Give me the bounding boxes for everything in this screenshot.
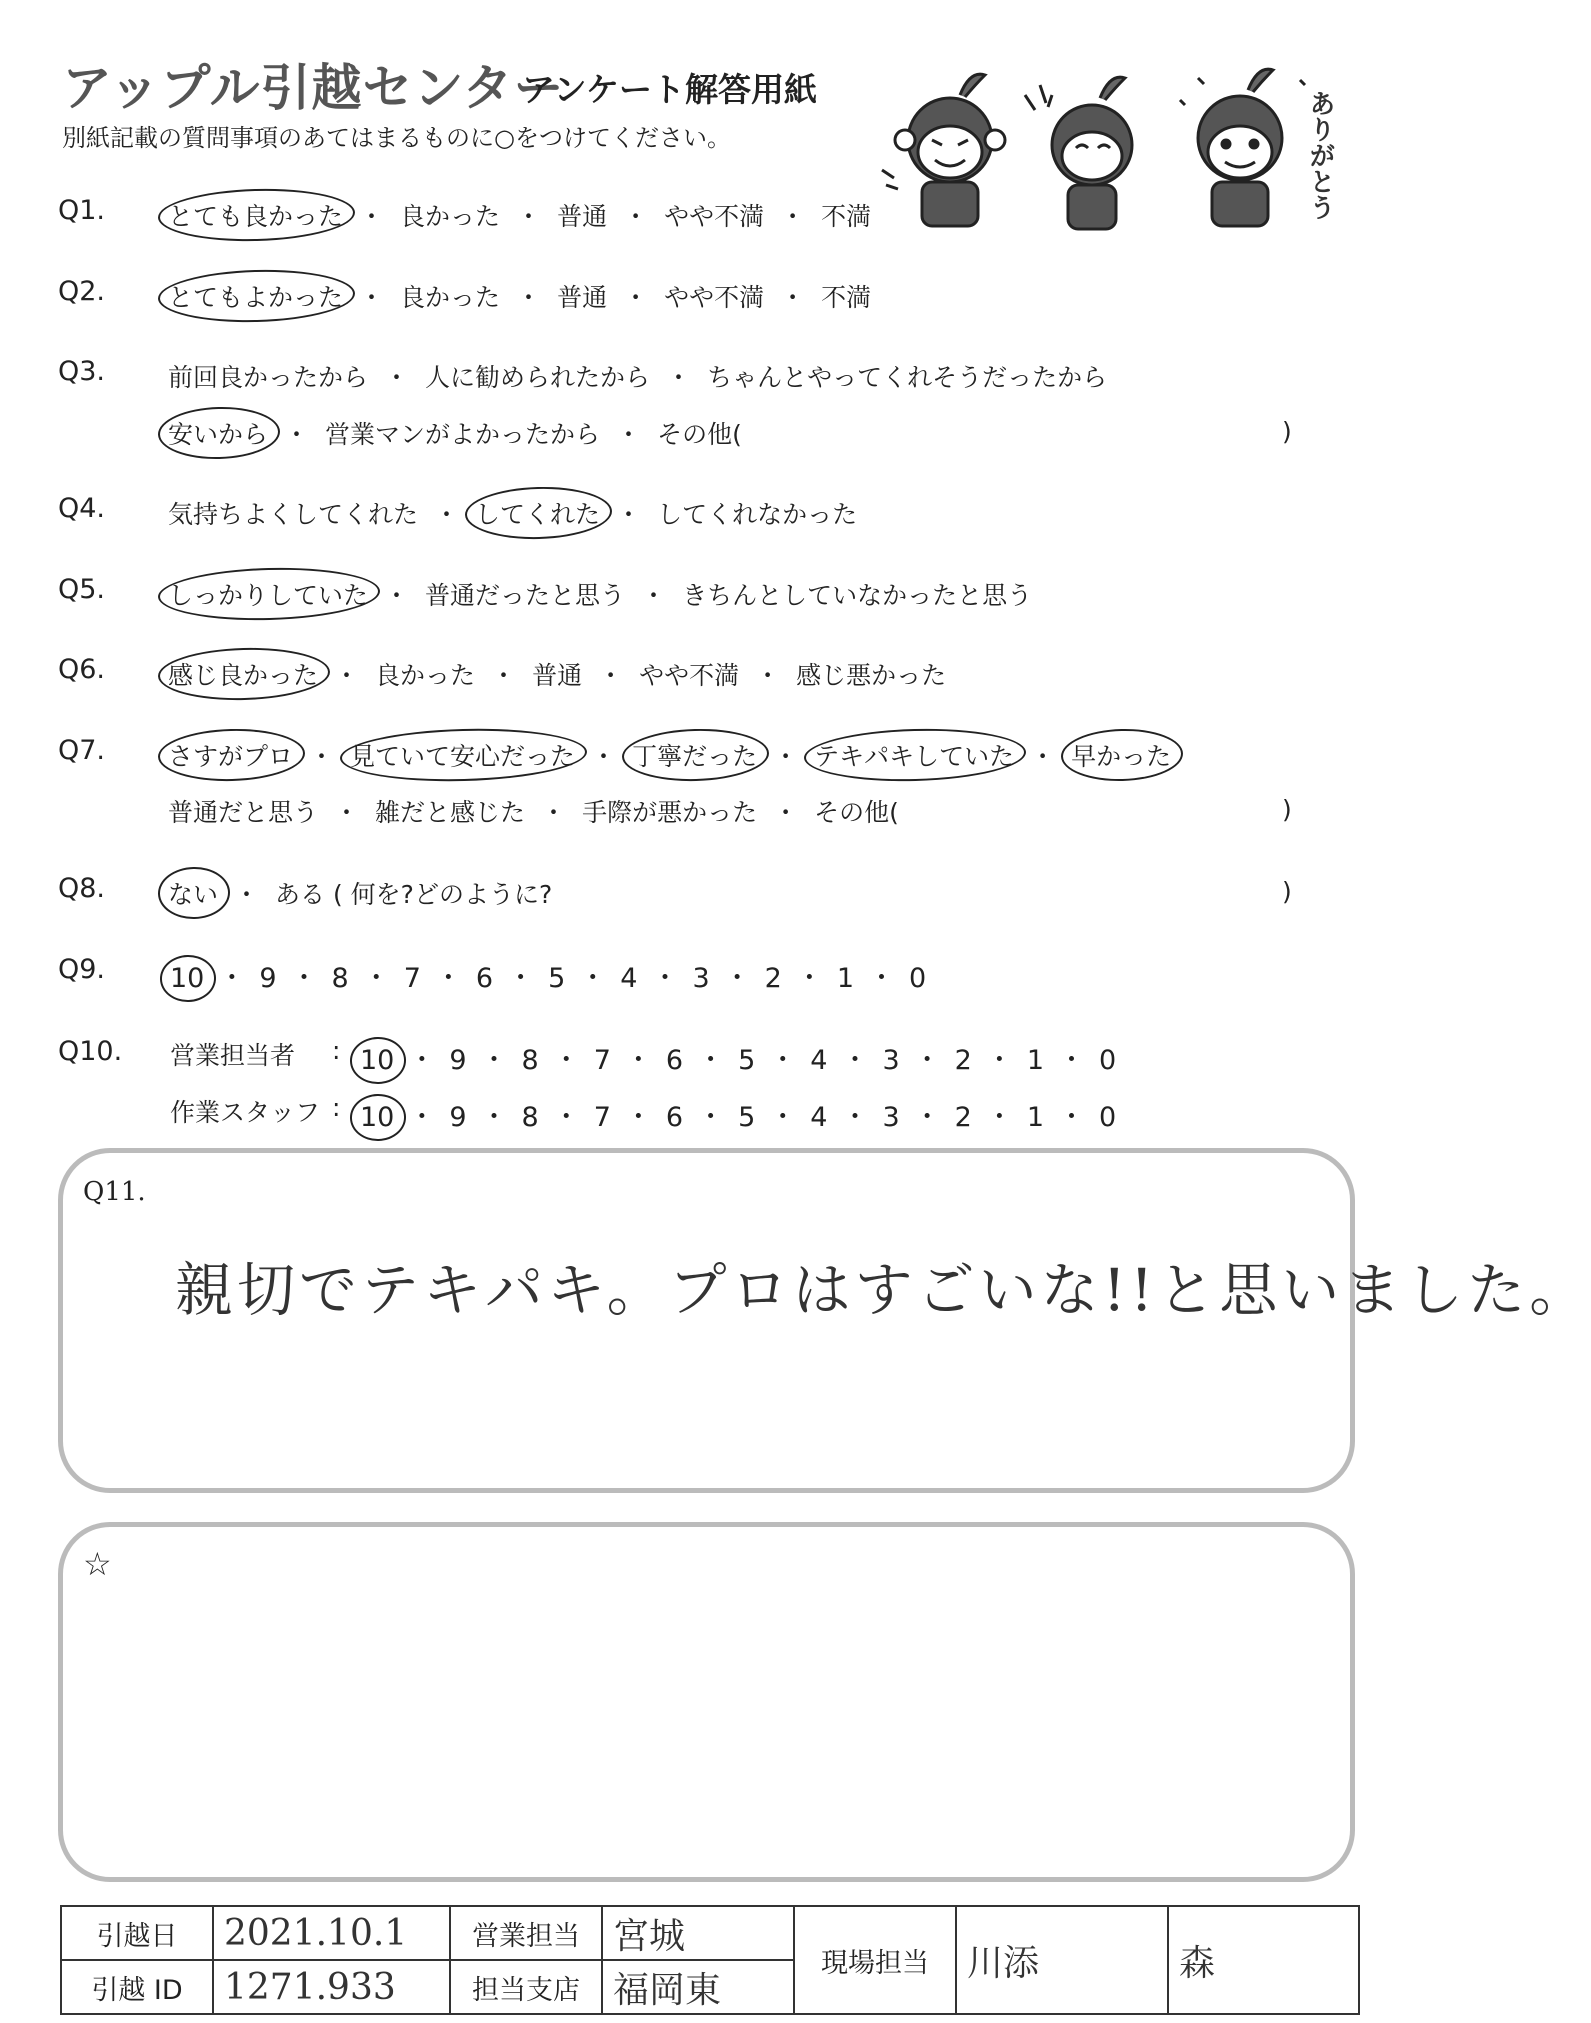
q10-staff-score[interactable]: 1 — [1026, 1102, 1045, 1133]
q6-option[interactable]: 普通 — [532, 661, 583, 690]
q3-option[interactable]: 営業マンがよかったから — [325, 420, 601, 449]
move-id-value: 1271.933 — [213, 1960, 450, 2014]
q2-option[interactable]: 良かった — [400, 283, 501, 312]
q10-staff-score[interactable]: 10 — [360, 1102, 395, 1133]
q3-close-paren: ) — [1282, 417, 1292, 446]
q10-colon: : — [332, 1036, 341, 1065]
q10-staff-score[interactable]: 6 — [665, 1102, 684, 1133]
q9-scale: 10 ・ 9 ・ 8 ・ 7 ・ 6 ・ 5 ・ 4 ・ 3 ・ 2 ・ 1 ・ 0 — [170, 963, 927, 994]
q10-staff-score[interactable]: 3 — [882, 1102, 900, 1133]
q7-options-line1: さすがプロ ・ 見ていて安心だった ・ 丁寧だった ・ テキパキしていた ・ 早かった — [168, 737, 1171, 773]
q10-sales-score[interactable]: 10 — [360, 1045, 395, 1076]
q6-label: Q6. — [58, 654, 106, 685]
q7-option[interactable]: 早かった — [1071, 737, 1171, 773]
q6-option[interactable]: 良かった — [375, 661, 476, 690]
q11-label: Q11. — [83, 1177, 146, 1207]
q8-options: ない ・ ある ( 何を?どのように? — [168, 875, 552, 911]
thanks-text: ありがとう — [1305, 90, 1335, 220]
q7-option[interactable]: さすがプロ — [168, 737, 293, 773]
q1-label: Q1. — [58, 195, 106, 226]
monkey-icon-3 — [1180, 69, 1305, 226]
q7-close-paren: ) — [1282, 795, 1292, 824]
q10-sales-score[interactable]: 4 — [810, 1045, 828, 1076]
q7-option[interactable]: 手際が悪かった — [582, 798, 758, 827]
q8-option[interactable]: ある ( 何を?どのように? — [275, 880, 553, 909]
q7-option[interactable]: テキパキしていた — [814, 737, 1014, 773]
q11-comment-box[interactable] — [58, 1148, 1591, 1493]
q9-score[interactable]: 7 — [403, 963, 421, 994]
q10-staff-score[interactable]: 5 — [738, 1102, 756, 1133]
q7-option[interactable]: 普通だと思う — [168, 798, 319, 827]
q7-options-line2: 普通だと思う ・ 雑だと感じた ・ 手際が悪かった ・ その他( — [168, 793, 899, 829]
company-title: アップル引越センター — [62, 59, 565, 117]
q9-score[interactable]: 1 — [836, 963, 855, 994]
monkey-icon-1 — [882, 74, 1005, 226]
q1-option[interactable]: 良かった — [400, 202, 501, 231]
q10-staff-scale: 10 ・ 9 ・ 8 ・ 7 ・ 6 ・ 5 ・ 4 ・ 3 ・ 2 ・ 1 ・ 0 — [360, 1102, 1117, 1133]
q7-label: Q7. — [58, 735, 106, 766]
q3-option[interactable]: 人に勧められたから — [425, 363, 651, 392]
q4-option[interactable]: してくれた — [475, 495, 600, 531]
q6-option[interactable]: 感じ良かった — [168, 656, 318, 692]
q8-label: Q8. — [58, 873, 106, 904]
q5-option[interactable]: きちんとしていなかったと思う — [682, 581, 1033, 610]
q5-label: Q5. — [58, 574, 106, 605]
q10-staff-score[interactable]: 0 — [1099, 1102, 1117, 1133]
q8-close-paren: ) — [1282, 877, 1292, 906]
q1-option[interactable]: とても良かった — [168, 197, 343, 233]
q2-option[interactable]: 不満 — [821, 283, 872, 312]
q10-label: Q10. — [58, 1036, 123, 1067]
q9-score[interactable]: 3 — [692, 963, 710, 994]
q2-option[interactable]: 普通 — [557, 283, 608, 312]
q9-score[interactable]: 9 — [259, 963, 277, 994]
q9-score[interactable]: 10 — [170, 963, 205, 994]
monkey-mascots-illustration — [880, 60, 1350, 240]
q11-handwritten-answer: 親切でテキパキ。プロはすごいな!!と思いました。 — [175, 1256, 1591, 1324]
q7-option[interactable]: 雑だと感じた — [375, 798, 526, 827]
q10-staff-score[interactable]: 9 — [449, 1102, 467, 1133]
q6-options: 感じ良かった ・ 良かった ・ 普通 ・ やや不満 ・ 感じ悪かった — [168, 656, 946, 692]
q10-staff-score[interactable]: 7 — [593, 1102, 611, 1133]
q10-staff-label: 作業スタッフ — [170, 1098, 321, 1127]
q8-option[interactable]: ない — [168, 875, 218, 911]
q1-option[interactable]: 普通 — [557, 202, 608, 231]
q10-sales-score[interactable]: 8 — [521, 1045, 539, 1076]
q3-options-line2: 安いから ・ 営業マンがよかったから ・ その他( — [168, 415, 742, 451]
free-comment-box[interactable] — [58, 1522, 1355, 1882]
q2-label: Q2. — [58, 276, 106, 307]
monkey-icon-2 — [1025, 77, 1132, 229]
q7-option[interactable]: その他( — [814, 798, 899, 827]
q9-score[interactable]: 5 — [548, 963, 566, 994]
q10-sales-score[interactable]: 1 — [1026, 1045, 1045, 1076]
q10-sales-score[interactable]: 9 — [449, 1045, 467, 1076]
q3-option[interactable]: その他( — [657, 420, 742, 449]
q3-option[interactable]: ちゃんとやってくれそうだったから — [707, 363, 1108, 392]
q9-score[interactable]: 0 — [909, 963, 927, 994]
q9-score[interactable]: 8 — [331, 963, 349, 994]
branch-label: 担当支店 — [450, 1960, 602, 2014]
q5-option[interactable]: しっかりしていた — [168, 576, 368, 612]
q10-sales-label: 営業担当者 — [170, 1041, 296, 1070]
q6-option[interactable]: 感じ悪かった — [796, 661, 947, 690]
q3-label: Q3. — [58, 356, 106, 387]
q5-option[interactable]: 普通だったと思う — [425, 581, 626, 610]
q10-colon: : — [332, 1093, 341, 1122]
q3-option[interactable]: 安いから — [168, 415, 268, 451]
q10-sales-score[interactable]: 3 — [882, 1045, 900, 1076]
branch-value: 福岡東 — [602, 1960, 794, 2014]
q10-staff-score[interactable]: 2 — [954, 1102, 972, 1133]
sales-value: 宮城 — [602, 1906, 794, 1960]
q10-sales-score[interactable]: 6 — [665, 1045, 684, 1076]
sales-label: 営業担当 — [450, 1906, 602, 1960]
q1-options: とても良かった ・ 良かった ・ 普通 ・ やや不満 ・ 不満 — [168, 197, 871, 233]
q10-staff-score[interactable]: 8 — [521, 1102, 539, 1133]
q1-option[interactable]: 不満 — [821, 202, 872, 231]
move-date-value: 2021.10.1 — [213, 1906, 450, 1960]
q10-staff-score[interactable]: 4 — [810, 1102, 828, 1133]
q9-score[interactable]: 2 — [764, 963, 782, 994]
q10-sales-score[interactable]: 0 — [1099, 1045, 1117, 1076]
q2-option[interactable]: とてもよかった — [168, 278, 343, 314]
q6-option[interactable]: やや不満 — [639, 661, 740, 690]
q4-option[interactable]: 気持ちよくしてくれた — [168, 500, 419, 529]
q10-sales-score[interactable]: 5 — [738, 1045, 756, 1076]
move-date-label: 引越日 — [61, 1906, 213, 1960]
q9-score[interactable]: 4 — [620, 963, 638, 994]
site-staff-label: 現場担当 — [794, 1906, 956, 2014]
star-label: ☆ — [83, 1545, 112, 1583]
q7-option[interactable]: 見ていて安心だった — [350, 737, 575, 773]
q4-options: 気持ちよくしてくれた ・ してくれた ・ してくれなかった — [168, 495, 857, 531]
q3-options-line1: 前回良かったから ・ 人に勧められたから ・ ちゃんとやってくれそうだったから — [168, 358, 1107, 394]
footer-info-table — [60, 1905, 1360, 2015]
q10-sales-scale: 10 ・ 9 ・ 8 ・ 7 ・ 6 ・ 5 ・ 4 ・ 3 ・ 2 ・ 1 ・ 0 — [360, 1045, 1117, 1076]
site-staff-value-2: 森 — [1168, 1906, 1359, 2014]
q1-option[interactable]: やや不満 — [664, 202, 765, 231]
site-staff-value-1: 川添 — [956, 1906, 1168, 2014]
q4-option[interactable]: してくれなかった — [657, 500, 858, 529]
q7-option[interactable]: 丁寧だった — [632, 737, 757, 773]
q4-label: Q4. — [58, 493, 106, 524]
form-subtitle: アンケート解答用紙 — [522, 70, 818, 109]
move-id-label: 引越 ID — [61, 1960, 213, 2014]
q10-sales-score[interactable]: 2 — [954, 1045, 972, 1076]
q3-option[interactable]: 前回良かったから — [168, 363, 369, 392]
q9-score[interactable]: 6 — [475, 963, 494, 994]
q10-sales-score[interactable]: 7 — [593, 1045, 611, 1076]
q9-label: Q9. — [58, 954, 106, 985]
instruction-text: 別紙記載の質問事項のあてはまるものに○をつけてください。 — [62, 124, 731, 152]
q5-options: しっかりしていた ・ 普通だったと思う ・ きちんとしていなかったと思う — [168, 576, 1032, 612]
q2-option[interactable]: やや不満 — [664, 283, 765, 312]
q2-options: とてもよかった ・ 良かった ・ 普通 ・ やや不満 ・ 不満 — [168, 278, 871, 314]
